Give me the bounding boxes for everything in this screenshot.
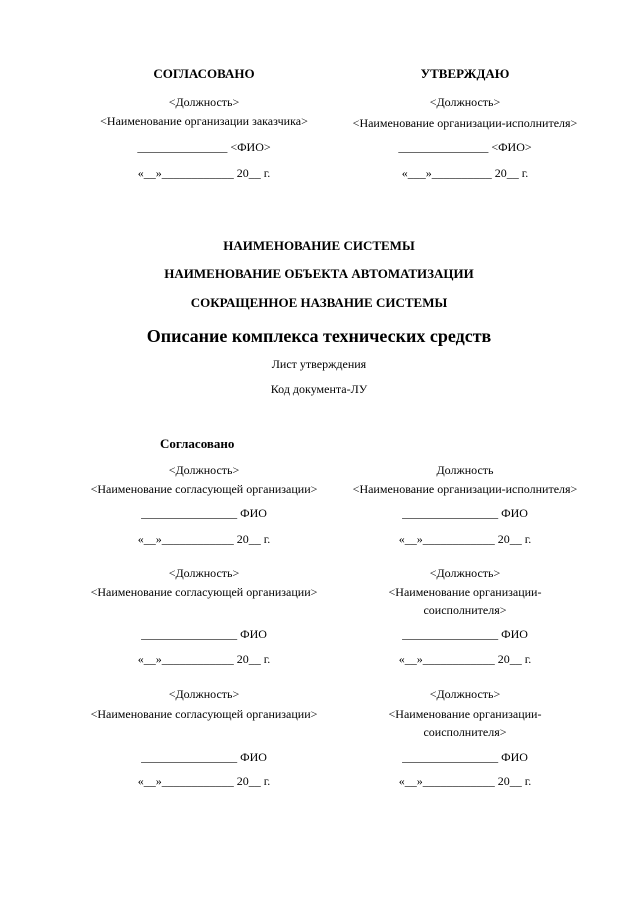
agreed-3-left-sign: ________________ ФИО [141,750,267,764]
header-right-org: <Наименование организации-исполнителя> [352,116,578,130]
document-code: Код документа-ЛУ [270,382,368,396]
agreed-1-left-position: <Должность> [168,463,240,477]
document-title: Описание комплекса технических средств [146,326,492,346]
agreed-2-left-position: <Должность> [168,566,240,580]
sheet-label: Лист утверждения [271,357,367,371]
header-left-position: <Должность> [168,95,240,109]
agreed-3-left-position: <Должность> [168,687,240,701]
agreed-1-right-date: «__»____________ 20__ г. [398,532,532,546]
header-left-title: СОГЛАСОВАНО [153,66,255,81]
agreed-2-right-org-line1: <Наименование организации- [388,585,542,599]
header-left-org: <Наименование организации заказчика> [100,114,308,128]
agreed-2-left-date: «__»____________ 20__ г. [137,652,271,666]
agreed-2-right-position: <Должность> [429,566,501,580]
short-name-title: СОКРАЩЕННОЕ НАЗВАНИЕ СИСТЕМЫ [190,295,448,310]
agreed-2-left-sign: ________________ ФИО [141,627,267,641]
agreed-1-left-org: <Наименование согласующей организации> [90,482,318,496]
agreed-1-right-position: Должность [436,463,494,477]
agreed-2-right-date: «__»____________ 20__ г. [398,652,532,666]
agreed-3-left-date: «__»____________ 20__ г. [137,774,271,788]
agreed-2-right-org-line2: соисполнителя> [423,603,507,617]
object-name-title: НАИМЕНОВАНИЕ ОБЪЕКТА АВТОМАТИЗАЦИИ [164,266,474,281]
agreed-3-right-sign: ________________ ФИО [402,750,528,764]
header-right-date: «___»__________ 20__ г. [401,166,529,180]
agreed-2-left-org: <Наименование согласующей организации> [90,585,318,599]
header-left-date: «__»____________ 20__ г. [137,166,271,180]
system-name-title: НАИМЕНОВАНИЕ СИСТЕМЫ [223,238,415,253]
agreed-3-right-position: <Должность> [429,687,501,701]
agreed-heading: Согласовано [160,436,235,451]
header-right-sign: _______________ <ФИО> [398,140,532,154]
header-left-sign: _______________ <ФИО> [137,140,271,154]
header-right-position: <Должность> [429,95,501,109]
agreed-1-left-sign: ________________ ФИО [141,506,267,520]
agreed-3-right-org-line1: <Наименование организации- [388,707,542,721]
agreed-3-left-org: <Наименование согласующей организации> [90,707,318,721]
agreed-1-right-org: <Наименование организации-исполнителя> [352,482,578,496]
agreed-1-left-date: «__»____________ 20__ г. [137,532,271,546]
agreed-1-right-sign: ________________ ФИО [402,506,528,520]
header-right-title: УТВЕРЖДАЮ [420,66,510,81]
agreed-3-right-org-line2: соисполнителя> [423,725,507,739]
agreed-2-right-sign: ________________ ФИО [402,627,528,641]
agreed-3-right-date: «__»____________ 20__ г. [398,774,532,788]
